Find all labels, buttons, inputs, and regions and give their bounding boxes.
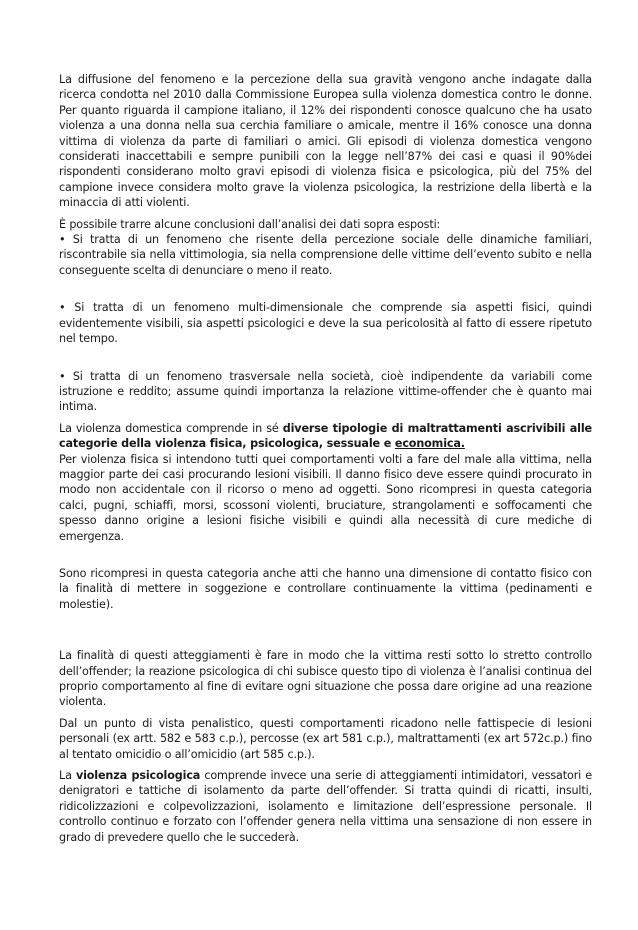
paragraph-finalita: La finalità di questi atteggiamenti è fare in modo che la vittima resti sotto lo stretto controllo dell’offender; la reazione psicologica di chi subisce questo tipo di violenza è l’analisi continua del proprio comportamento al fine di evitare ogni situazione che possa dare origine ad una reazione violenta. (59, 649, 592, 709)
paragraph-conclusioni-intro: È possibile trarre alcune conclusioni dall’analisi dei dati sopra esposti: (59, 217, 441, 231)
psicologica-text-lead: La (59, 769, 76, 783)
tipologie-economica: economica. (394, 437, 465, 451)
tipologie-bold: diverse tipologie di maltrattamenti ascrivibili alle categorie della violenza fisica, psicologica, sessuale e (59, 421, 592, 451)
paragraph-contatto-fisico: Sono ricompresi in questa categoria anche atti che hanno una dimensione di contatto fisico con la finalità di mettere in soggezione e controllare continuamente la vittima (pedinamenti e molestie). (59, 566, 592, 611)
psicologica-bold: violenza psicologica (75, 769, 201, 783)
paragraph-diffusione: La diffusione del fenomeno e la percezione della sua gravità vengono anche indagate dalla ricerca condotta nel 2010 dalla Commissione Europea sulla violenza domestica contro le donne. Per quanto riguarda il campione italiano, il 12% dei rispondenti conosce qualcuno che ha usato violenza a una donna nella sua cerchia familiare o amicale, mentre il 16% conosce una donna vittima di violenza da parte di familiari o amici. Gli episodi di violenza domestica vengono considerati inaccettabili e sempre punibili con la legge nell’87% dei casi e quasi il 90%dei rispondenti considerano molto gravi episodi di violenza fisica e psicologica, più del 75% del campione invece considera molto grave la violenza psicologica, la restrizione della libertà e la minaccia di atti violenti. (59, 73, 592, 210)
bullet-percezione-sociale: • Si tratta di un fenomeno che risente della percezione sociale delle dinamiche familiari, riscontrabile sia nella vittimologia, sia nella comprensione delle vittime dell’evento subito e nella conseguente scelta di denunciare o meno il reato. (59, 233, 592, 277)
paragraph-penalistico: Dal un punto di vista penalistico, questi comportamenti ricadono nelle fattispecie di lesioni personali (ex artt. 582 e 583 c.p.), percosse (ex art 581 c.p.), maltrattamenti (ex art 572c.p.) fino al tentato omicidio o all’omicidio (art 585 c.p.). (59, 716, 592, 761)
document-body (59, 72, 592, 845)
psicologica-text-rest: comprende invece una serie di atteggiamenti intimidatori, vessatori e denigratori e tattiche di isolamento da parte dell’offender. Si tratta quindi di ricatti, insulti, ridicolizzazioni e colpevolizzazioni, isolamento e limitazione dell’espressione personale. Il controllo continuo e forzato con l’offender genera nella vittima una sensazione di non essere in grado di prevedere quello che le succederà. (59, 769, 592, 844)
paragraph-tipologie (59, 421, 592, 452)
paragraph-violenza-fisica: Per violenza fisica si intendono tutti quei comportamenti volti a fare del male alla vittima, nella maggior parte dei casi procurando lesioni visibili. Il danno fisico deve essere quindi procurato in modo non accidentale con il ricorso o meno ad oggetti. Sono ricompresi in questa categoria calci, pugni, schiaffi, morsi, scossoni violenti, bruciature, strangolamenti e soffocamenti che spesso danno origine a lesioni fisiche visibili e quindi alla necessità di cure mediche di emergenza. (59, 452, 592, 543)
tipologie-text-lead: La violenza domestica comprende in sé (59, 421, 283, 435)
bullet-multidimensionale: • Si tratta di un fenomeno multi-dimensionale che comprende sia aspetti fisici, quindi evidentemente visibili, sia aspetti psicologici e deve la sua pericolosità al fatto di essere ripetuto nel tempo. (59, 301, 592, 346)
paragraph-violenza-psicologica (59, 768, 592, 845)
bullet-trasversale: • Si tratta di un fenomeno trasversale nella società, cioè indipendente da variabili come istruzione e reddito; assume quindi importanza la relazione vittime-offender che è quanto mai intima. (59, 369, 592, 414)
